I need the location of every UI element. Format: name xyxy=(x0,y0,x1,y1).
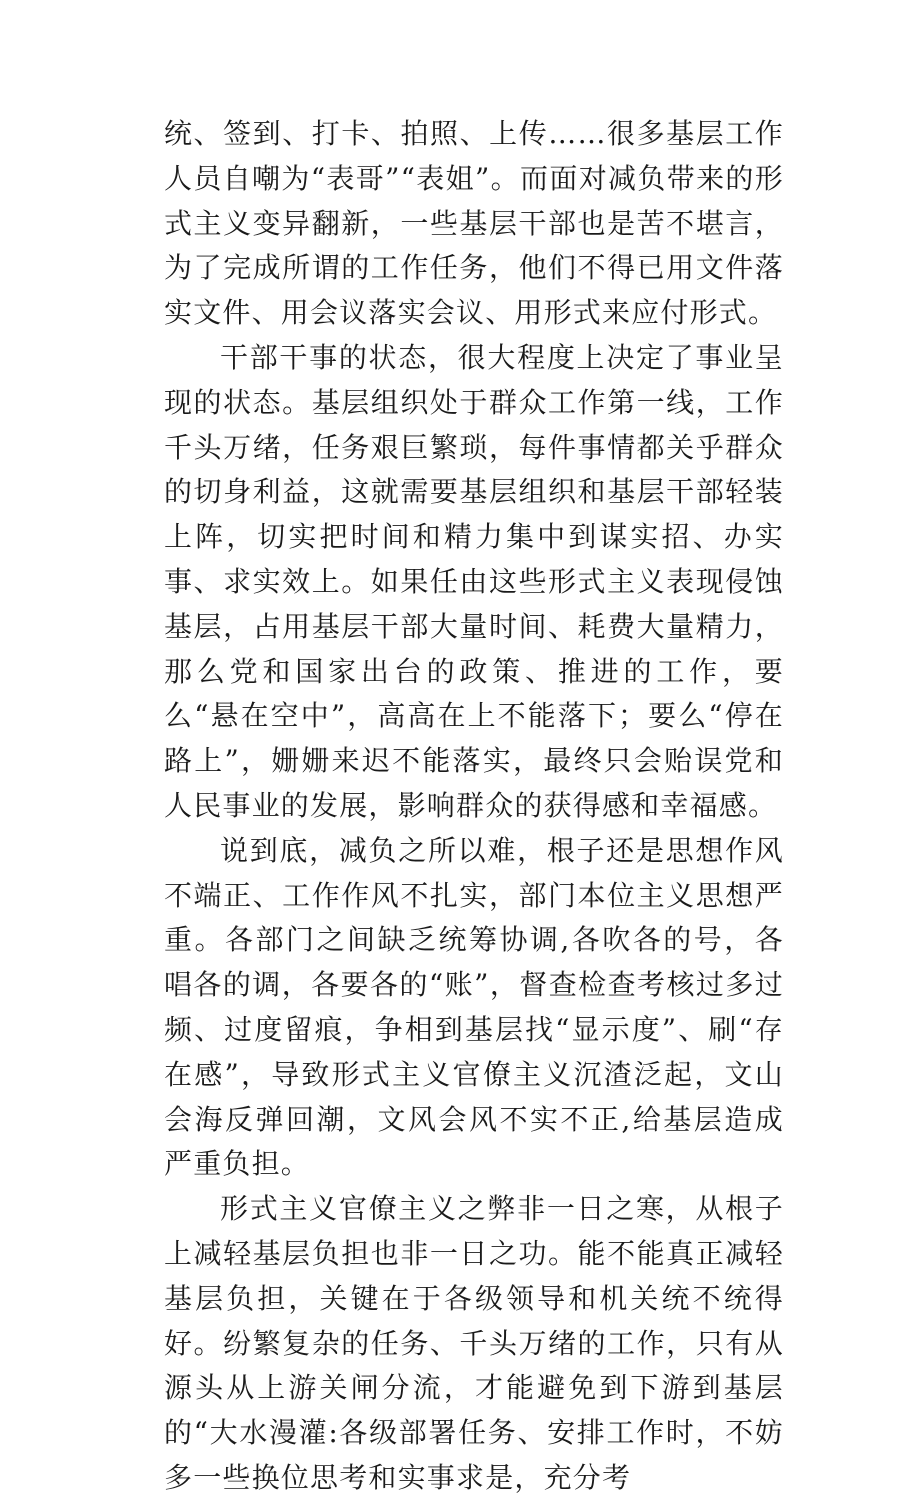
paragraph-root-cause: 说到底，减负之所以难，根子还是思想作风不端正、工作作风不扎实，部门本位主义思想严重。各部门之间缺乏统筹协调,各吹各的号，各唱各的调，各要各的“账”，督查检查考核过多过频、过度留痕，争相到基层找“显示度”、刷“存在感”，导致形式主义官僚主义沉渣泛起，文山会海反弹回潮，文风会风不实不正,给基层造成严重负担。 xyxy=(164,833,784,1181)
article-body xyxy=(164,112,784,1501)
paragraph-continuation: 统、签到、打卡、拍照、上传……很多基层工作人员自嘲为“表哥”“表姐”。而面对减负带来的形式主义变异翻新，一些基层干部也是苦不堪言，为了完成所谓的工作任务，他们不得已用文件落实文件、用会议落实会议、用形式来应付形式。 xyxy=(164,117,784,330)
paragraph-cadre-state: 干部干事的状态，很大程度上决定了事业呈现的状态。基层组织处于群众工作第一线，工作千头万绪，任务艰巨繁琐，每件事情都关乎群众的切身利益，这就需要基层组织和基层干部轻装上阵，切实把时间和精力集中到谋实招、办实事、求实效上。如果任由这些形式主义表现侵蚀基层，占用基层干部大量时间、耗费大量精力，那么党和国家出台的政策、推进的工作，要么“悬在空中”，高高在上不能落下；要么“停在路上”，姗姗来迟不能落实，最终只会贻误党和人民事业的发展，影响群众的获得感和幸福感。 xyxy=(164,340,784,822)
paragraph-reduce-burden: 形式主义官僚主义之弊非一日之寒，从根子上减轻基层负担也非一日之功。能不能真正减轻基层负担，关键在于各级领导和机关统不统得好。纷繁复杂的任务、千头万绪的工作，只有从源头从上游关闸分流，才能避免到下游到基层的“大水漫灌:各级部署任务、安排工作时，不妨多一些换位思考和实事求是，充分考 xyxy=(164,1192,784,1494)
